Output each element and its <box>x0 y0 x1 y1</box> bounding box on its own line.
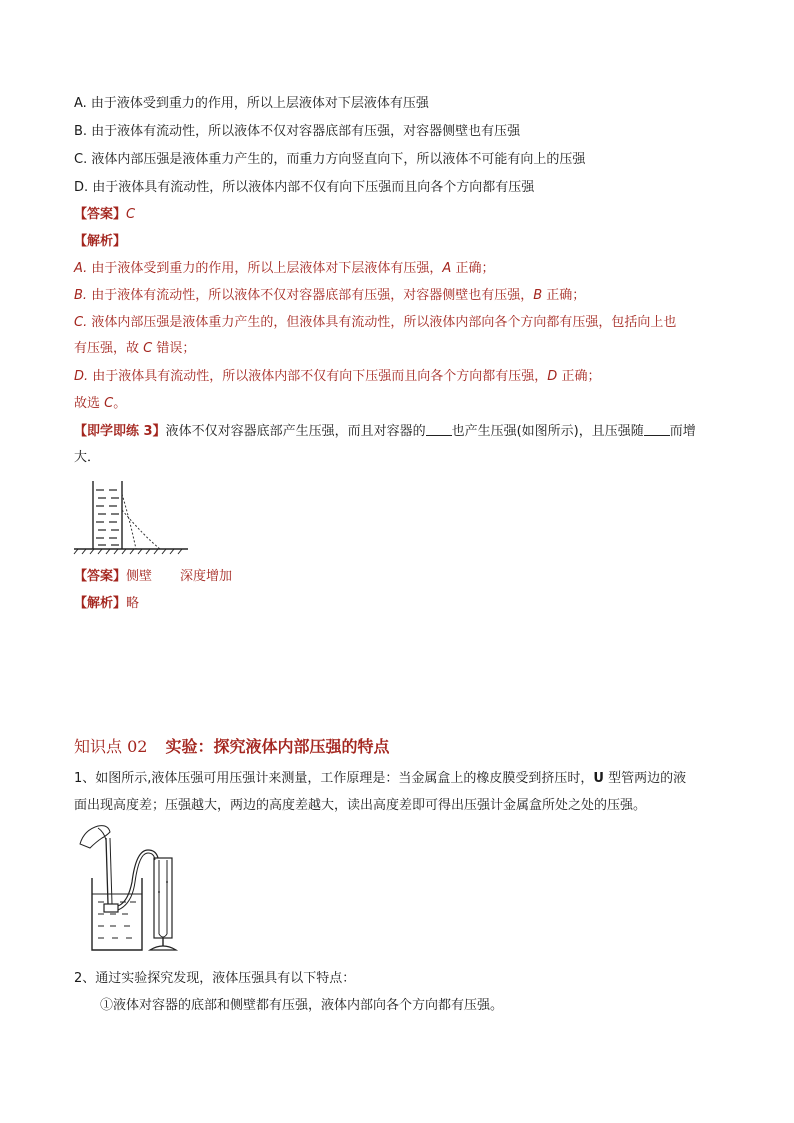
conclusion-prefix: 故选 <box>74 396 105 411</box>
analysis-line-c2 <box>74 340 195 358</box>
practice-text: 液体不仅对容器底部产生压强，而且对容器的 <box>165 424 426 439</box>
item1-line2 <box>74 797 646 815</box>
analysis-text: 由于液体有流动性，所以液体不仅对容器底部有压强，对容器侧壁也有压强， <box>87 288 534 303</box>
analysis-value: 略 <box>126 596 140 611</box>
practice-text: 大． <box>74 450 101 465</box>
analysis-letter: B <box>533 288 543 303</box>
item-text: 2、通过实验探究发现，液体压强具有以下特点： <box>74 971 356 986</box>
section-title: 实验：探究液体内部压强的特点 <box>165 737 390 756</box>
analysis-text: 正确； <box>542 288 586 303</box>
item-text: ①液体对容器的底部和侧壁都有压强，液体内部向各个方向都有压强。 <box>100 998 504 1013</box>
analysis-line-b <box>74 287 585 305</box>
answer-line <box>74 206 135 224</box>
analysis-letter: A. <box>74 261 88 276</box>
analysis2-line <box>74 595 139 613</box>
manometer-figure <box>76 822 184 958</box>
analysis-line-d <box>74 368 600 386</box>
analysis-text: 错误； <box>152 341 196 356</box>
analysis-text: 液体内部压强是液体重力产生的，但液体具有流动性，所以液体内部向各个方向都有压强，包括向上也 <box>87 315 677 330</box>
analysis-text: 由于液体受到重力的作用，所以上层液体对下层液体有压强， <box>87 261 443 276</box>
analysis-label-text: 【解析】 <box>74 596 127 611</box>
container-pressure-figure <box>72 476 190 556</box>
analysis-conclusion <box>74 395 126 413</box>
practice-tag: 【即学即练 3】 <box>74 424 166 439</box>
analysis-letter: A <box>442 261 452 276</box>
option-d: D. 由于液体具有流动性，所以液体内部不仅有向下压强而且向各个方向都有压强 <box>74 180 535 195</box>
answer-label: 【答案】 <box>74 207 127 222</box>
item1-line1 <box>74 770 686 788</box>
answer-blank[interactable] <box>426 423 452 436</box>
analysis-letter: D <box>547 369 558 384</box>
analysis-letter: C <box>143 341 153 356</box>
analysis-label <box>74 233 126 251</box>
item2-line1 <box>74 970 355 988</box>
item2-point1 <box>100 997 503 1015</box>
item-text: 面出现高度差；压强越大，两边的高度差越大，读出高度差即可得出压强计金属盒所处之处的压强。 <box>74 798 647 813</box>
answer-value: C <box>126 207 136 222</box>
analysis-text: 正确； <box>557 369 601 384</box>
analysis-letter: B. <box>74 288 88 303</box>
section-number: 知识点 02 <box>74 737 148 756</box>
analysis-letter: D. <box>74 369 89 384</box>
analysis-text: 有压强，故 <box>74 341 144 356</box>
option-a: A. 由于液体受到重力的作用，所以上层液体对下层液体有压强 <box>74 96 429 111</box>
practice-question <box>74 423 696 441</box>
practice-question-cont <box>74 449 100 467</box>
practice-text: 也产生压强(如图所示)，且压强随 <box>451 424 644 439</box>
analysis-text: 由于液体具有流动性，所以液体内部不仅有向下压强而且向各个方向都有压强， <box>88 369 548 384</box>
conclusion-letter: C <box>104 396 114 411</box>
answer-label: 【答案】 <box>74 569 127 584</box>
item-text: 1、如图所示,液体压强可用压强计来测量，工作原理是：当金属盒上的橡皮膜受到挤压时， <box>74 771 594 786</box>
item-text: 型管两边的液 <box>603 771 687 786</box>
analysis-label-text: 【解析】 <box>74 234 127 249</box>
conclusion-suffix: 。 <box>113 396 127 411</box>
option-c: C. 液体内部压强是液体重力产生的，而重力方向竖直向下，所以液体不可能有向上的压强 <box>74 152 586 167</box>
item-bold-letter: U <box>593 771 604 786</box>
analysis-line-a <box>74 260 494 278</box>
practice-text: 而增 <box>669 424 696 439</box>
answer-blank[interactable] <box>644 423 670 436</box>
analysis-text: 正确； <box>451 261 495 276</box>
section-heading <box>74 734 389 757</box>
analysis-letter: C. <box>74 315 88 330</box>
option-b: B. 由于液体有流动性，所以液体不仅对容器底部有压强，对容器侧壁也有压强 <box>74 124 521 139</box>
answer-value: 侧壁 <box>126 569 153 584</box>
answer2-line <box>74 568 232 586</box>
analysis-line-c <box>74 314 676 332</box>
answer-value: 深度增加 <box>180 569 233 584</box>
